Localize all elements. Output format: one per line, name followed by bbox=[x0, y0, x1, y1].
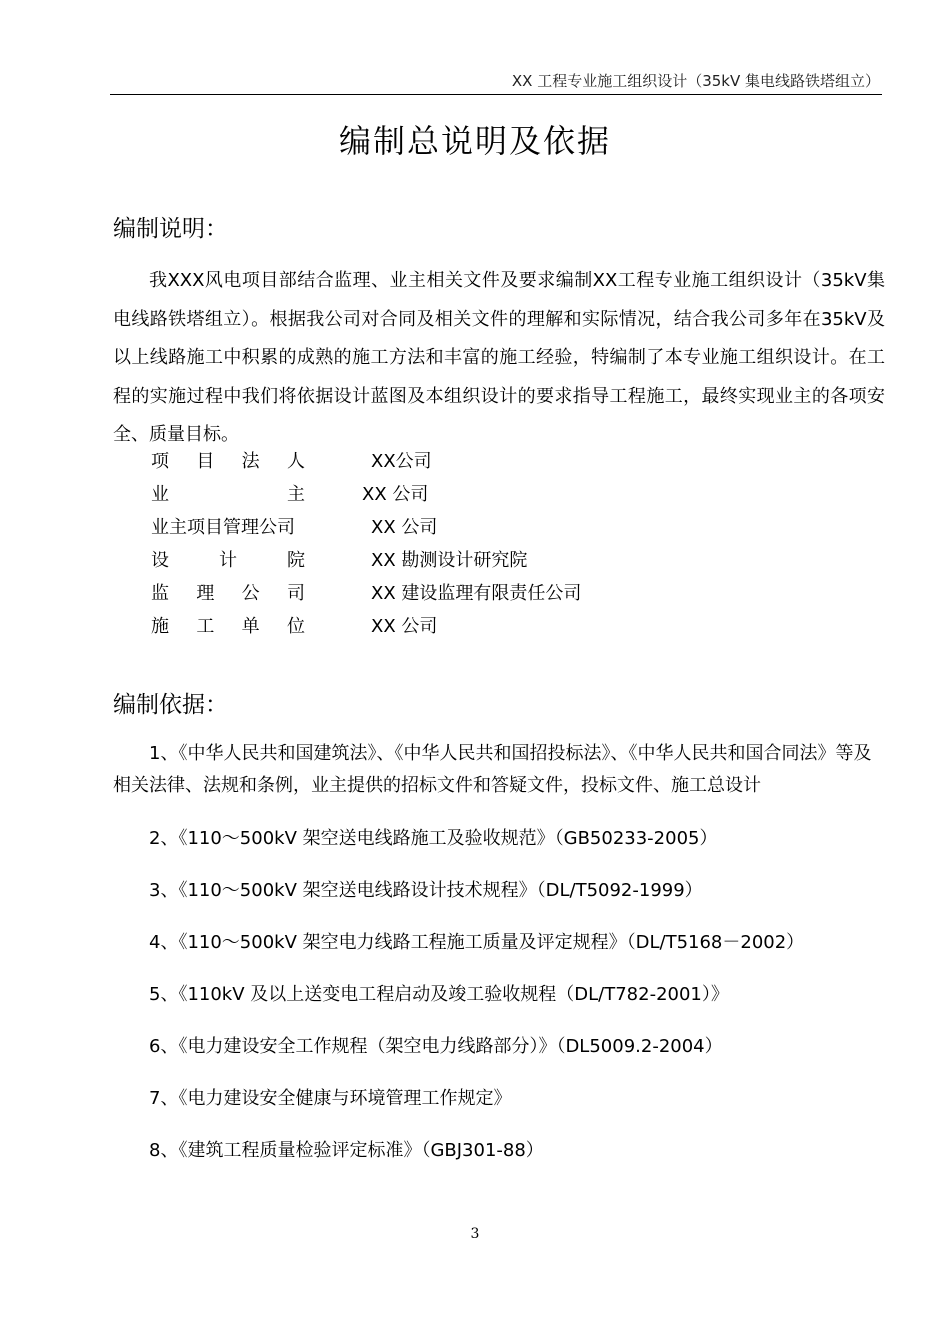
info-value: XX公司 bbox=[371, 451, 432, 472]
info-label bbox=[151, 581, 305, 607]
basis-item: 3、《110～500kV 架空送电线路设计技术规程》（DL/T5092-1999） bbox=[149, 880, 703, 901]
info-label: 业主项目管理公司 bbox=[151, 517, 295, 538]
info-value: XX 公司 bbox=[371, 616, 438, 637]
label-char: 人 bbox=[286, 451, 305, 472]
label-char: 单 bbox=[241, 616, 260, 637]
info-label bbox=[151, 482, 305, 508]
label-char: 项 bbox=[151, 451, 169, 472]
info-label bbox=[151, 614, 305, 640]
info-value: XX 建设监理有限责任公司 bbox=[371, 583, 582, 604]
intro-paragraph: 我XXX风电项目部结合监理、业主相关文件及要求编制XX工程专业施工组织设计（35kV集电线路铁塔组立）。根据我公司对合同及相关文件的理解和实际情况，结合我公司多年在35kV及以上线路施工中积累的成熟的施工方法和丰富的施工经验，特编制了本专业施工组织设计。在工程的实施过程中我们将依据设计蓝图及本组织设计的要求指导工程施工，最终实现业主的各项安全、质量目标。 bbox=[113, 270, 885, 445]
label-char: 公 bbox=[241, 583, 260, 604]
label-char: 理 bbox=[196, 583, 215, 604]
label-char: 监 bbox=[151, 583, 169, 604]
basis-item: 5、《110kV 及以上送变电工程启动及竣工验收规程（DL/T782-2001）》 bbox=[149, 984, 729, 1005]
basis-item: 4、《110～500kV 架空电力线路工程施工质量及评定规程》（DL/T5168－2002） bbox=[149, 932, 805, 953]
label-char: 位 bbox=[286, 616, 305, 637]
page-number: 3 bbox=[470, 1226, 480, 1242]
basis-item: 6、《电力建设安全工作规程（架空电力线路部分）》（DL5009.2-2004） bbox=[149, 1036, 723, 1057]
basis-item: 8、《建筑工程质量检验评定标准》（GBJ301-88） bbox=[149, 1140, 544, 1161]
info-value: XX 公司 bbox=[362, 484, 429, 505]
label-char: 院 bbox=[287, 550, 305, 571]
document-title: 编制总说明及依据 bbox=[338, 122, 611, 160]
label-char: 工 bbox=[196, 616, 215, 637]
label-char: 司 bbox=[286, 583, 305, 604]
info-label bbox=[151, 449, 305, 475]
section-heading-basis: 编制依据： bbox=[113, 692, 228, 718]
info-label bbox=[151, 548, 305, 574]
info-value: XX 公司 bbox=[371, 517, 438, 538]
header-rule bbox=[110, 94, 882, 95]
running-header: XX 工程专业施工组织设计（35kV 集电线路铁塔组立） bbox=[511, 72, 880, 90]
basis-item: 1、《中华人民共和国建筑法》、《中华人民共和国招投标法》、《中华人民共和国合同法》等及相关法律、法规和条例，业主提供的招标文件和答疑文件，投标文件、施工总设计 bbox=[113, 743, 872, 796]
label-char: 设 bbox=[151, 550, 169, 571]
section-heading-description: 编制说明： bbox=[113, 216, 228, 242]
label-char: 施 bbox=[151, 616, 169, 637]
label-char: 法 bbox=[241, 451, 260, 472]
label-char: 主 bbox=[287, 484, 305, 505]
info-value: XX 勘测设计研究院 bbox=[371, 550, 528, 571]
basis-item: 2、《110～500kV 架空送电线路施工及验收规范》（GB50233-2005） bbox=[149, 828, 718, 849]
label-char: 目 bbox=[196, 451, 215, 472]
label-char: 计 bbox=[219, 550, 237, 571]
label-char: 业 bbox=[151, 484, 169, 505]
basis-item: 7、《电力建设安全健康与环境管理工作规定》 bbox=[149, 1088, 512, 1109]
